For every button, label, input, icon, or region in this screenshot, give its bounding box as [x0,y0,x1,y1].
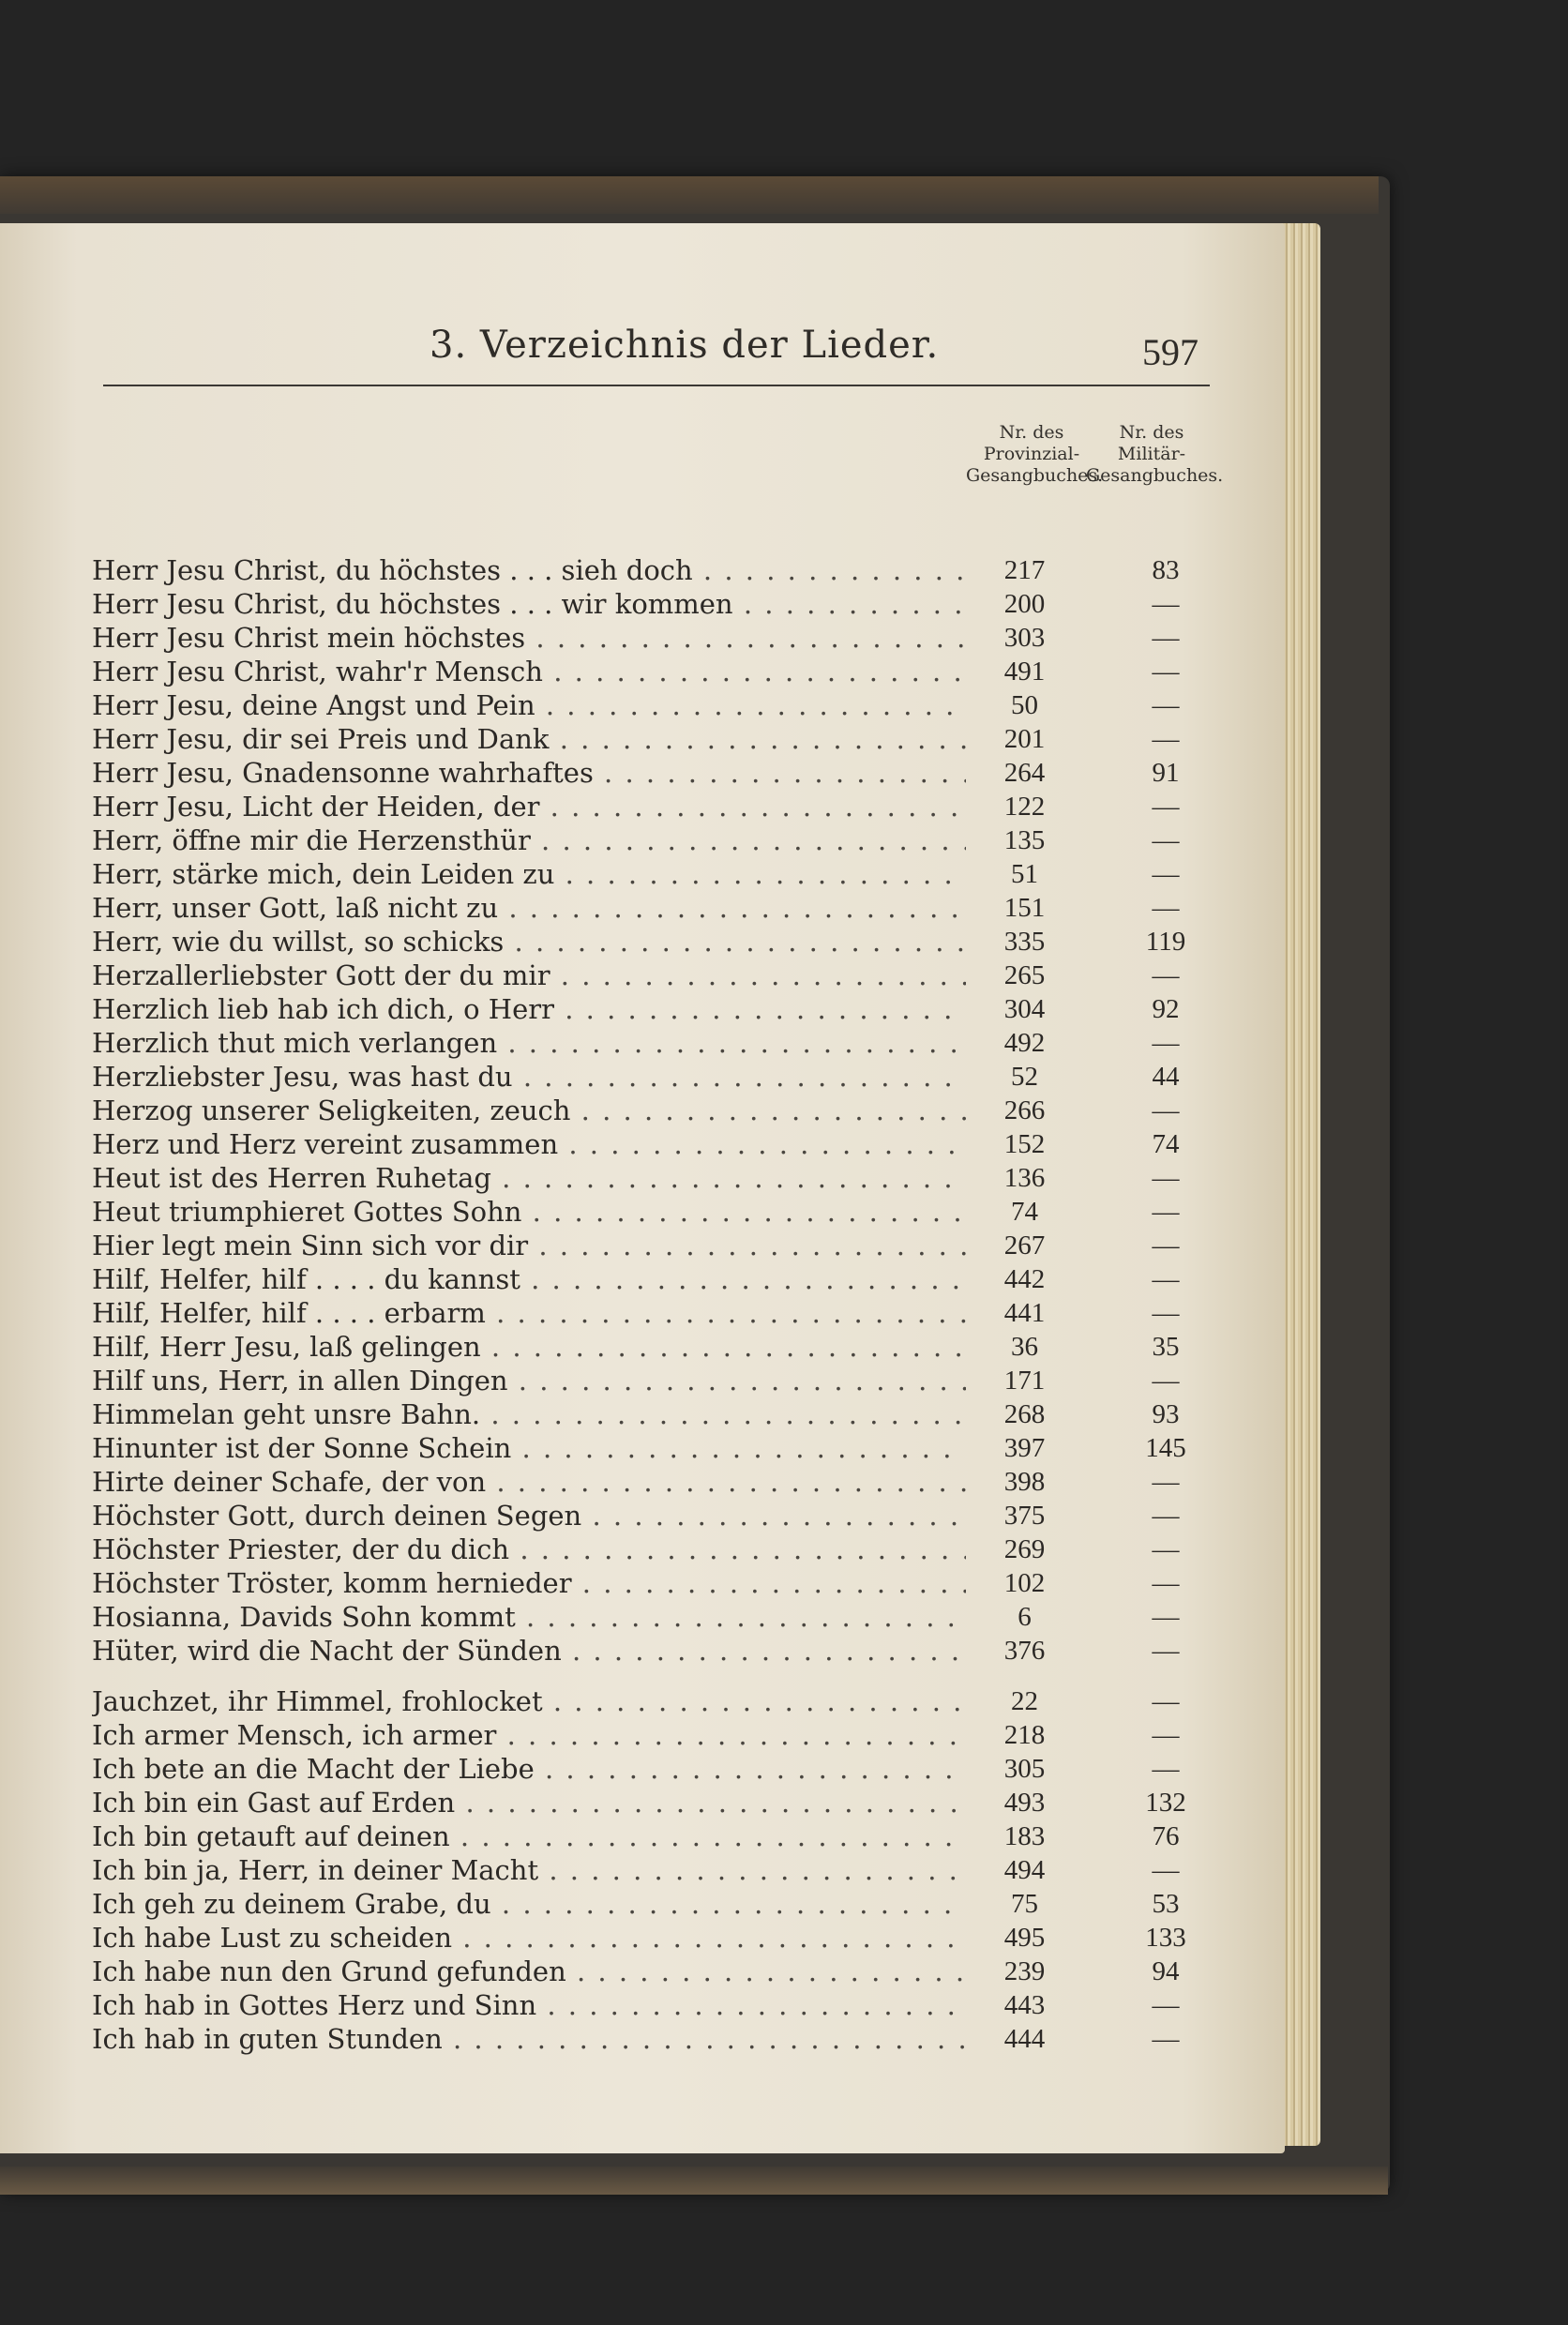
list-item [92,1634,1236,1668]
list-item [92,1955,1236,1988]
song-title: Herr Jesu Christ mein höchstes . . . [92,621,966,655]
list-item [92,1094,1236,1127]
list-item [92,992,1236,1026]
provinzial-number: 201 [1003,724,1046,754]
militaer-number: — [1152,1568,1180,1598]
song-title: Heut triumphieret Gottes Sohn . . . [92,1195,966,1229]
militaer-number: — [1152,893,1180,923]
provinzial-number: 50 [1011,690,1038,720]
song-title: Hilf, Helfer, hilf . . . . erbarm . . . [92,1296,966,1330]
list-item [92,1819,1236,1853]
provinzial-number: 183 [1003,1821,1046,1851]
song-title: Herzog unserer Seligkeiten, zeuch . . . [92,1094,966,1127]
list-item [92,2022,1236,2056]
militaer-number: 93 [1152,1399,1180,1429]
militaer-number: 35 [1152,1332,1180,1362]
provinzial-number: 442 [1003,1264,1046,1294]
militaer-number: — [1152,1720,1180,1750]
song-title: Höchster Tröster, komm hernieder . . . [92,1566,966,1600]
provinzial-number: 264 [1003,758,1046,788]
provinzial-number: 218 [1003,1720,1046,1750]
provinzial-number: 239 [1003,1956,1046,1986]
song-title: Hier legt mein Sinn sich vor dir . . . [92,1229,966,1262]
list-item [92,1566,1236,1600]
song-title: Herr Jesu, Licht der Heiden, der . . . [92,790,966,823]
militaer-number: 132 [1145,1788,1186,1818]
militaer-number: — [1152,623,1180,653]
provinzial-number: 493 [1003,1788,1046,1818]
provinzial-number: 303 [1003,623,1046,653]
militaer-number: — [1152,1230,1180,1261]
militaer-number: 92 [1152,994,1180,1024]
song-title: Herr Jesu Christ, du höchstes . . . sieh doch . . . [92,553,966,587]
provinzial-number: 495 [1003,1923,1046,1953]
list-item [92,1532,1236,1566]
page-number: 597 [1142,331,1199,373]
list-item [92,756,1236,790]
militaer-number: 74 [1152,1129,1180,1159]
column-header-militaer [1086,422,1224,487]
provinzial-number: 444 [1003,2024,1046,2054]
list-item [92,1752,1236,1786]
militaer-number: — [1152,1028,1180,1058]
song-title: Ich bin ein Gast auf Erden . . . [92,1786,966,1819]
provinzial-number: 6 [1018,1602,1032,1632]
militaer-number: 76 [1152,1821,1180,1851]
song-title: Hilf, Helfer, hilf . . . . du kannst . . . [92,1262,966,1296]
song-title: Herr Jesu Christ, wahr'r Mensch . . . [92,655,966,688]
list-item [92,1853,1236,1887]
list-item [92,1262,1236,1296]
provinzial-number: 151 [1003,893,1046,923]
header-rule [103,385,1210,386]
list-item [92,1397,1236,1431]
song-title: Höchster Gott, durch deinen Segen . . . [92,1499,966,1532]
militaer-number: 94 [1152,1956,1180,1986]
provinzial-number: 494 [1003,1855,1046,1885]
column-header-provinzial [966,422,1104,487]
list-item [92,1600,1236,1634]
provinzial-number: 269 [1003,1534,1046,1564]
provinzial-number: 441 [1003,1298,1046,1328]
provinzial-number: 304 [1003,994,1046,1024]
provinzial-number: 491 [1003,657,1046,687]
list-item [92,1431,1236,1465]
song-title: Ich bin getauft auf deinen . . . [92,1819,966,1853]
list-item [92,621,1236,655]
militaer-number: — [1152,825,1180,855]
song-title: Ich geh zu deinem Grabe, du . . . [92,1887,966,1921]
list-item [92,1887,1236,1921]
provinzial-number: 217 [1003,555,1046,585]
list-item [92,1330,1236,1364]
militaer-number: — [1152,1636,1180,1666]
provinzial-number: 36 [1011,1332,1038,1362]
militaer-number: 53 [1152,1889,1180,1919]
militaer-number: 44 [1152,1062,1180,1092]
song-title: Ich habe Lust zu scheiden . . . [92,1921,966,1955]
list-item [92,857,1236,891]
song-title: Herr Jesu, deine Angst und Pein . . . [92,688,966,722]
list-item [92,1127,1236,1161]
list-item [92,688,1236,722]
song-title: Ich bin ja, Herr, in deiner Macht . . . [92,1853,966,1887]
provinzial-number: 267 [1003,1230,1046,1261]
cover-top-edge [0,176,1379,214]
provinzial-number: 305 [1003,1754,1046,1784]
list-item [92,891,1236,925]
list-item [92,1026,1236,1060]
provinzial-number: 397 [1003,1433,1046,1463]
provinzial-number: 375 [1003,1501,1046,1531]
militaer-number: 83 [1152,555,1180,585]
list-item [92,1161,1236,1195]
list-item [92,1684,1236,1718]
provinzial-number: 122 [1003,792,1046,822]
militaer-number: — [1152,1095,1180,1125]
song-title: Heut ist des Herren Ruhetag . . . [92,1161,966,1195]
song-title: Hinunter ist der Sonne Schein . . . [92,1431,966,1465]
provinzial-number: 200 [1003,589,1046,619]
provinzial-number: 376 [1003,1636,1046,1666]
song-title: Ich habe nun den Grund gefunden . . . [92,1955,966,1988]
provinzial-number: 492 [1003,1028,1046,1058]
song-title: Himmelan geht unsre Bahn. . . . [92,1397,966,1431]
list-item [92,823,1236,857]
running-head: 3. Verzeichnis der Lieder. [430,324,940,367]
militaer-number: — [1152,859,1180,889]
provinzial-number: 51 [1011,859,1038,889]
militaer-number: — [1152,724,1180,754]
list-item [92,1060,1236,1094]
list-item [92,1296,1236,1330]
song-title: Hilf, Herr Jesu, laß gelingen . . . [92,1330,966,1364]
list-item [92,1921,1236,1955]
song-title: Hosianna, Davids Sohn kommt . . . [92,1600,966,1634]
militaer-number: — [1152,589,1180,619]
song-title: Hilf uns, Herr, in allen Dingen . . . [92,1364,966,1397]
provinzial-number: 75 [1011,1889,1038,1919]
list-item [92,1988,1236,2022]
song-title: Herr Jesu, Gnadensonne wahrhaftes . . . [92,756,966,790]
militaer-number: — [1152,1534,1180,1564]
militaer-number: — [1152,1197,1180,1227]
list-item [92,1229,1236,1262]
song-title: Hirte deiner Schafe, der von . . . [92,1465,966,1499]
song-title: Herr Jesu, dir sei Preis und Dank . . . [92,722,966,756]
song-title: Ich hab in Gottes Herz und Sinn . . . [92,1988,966,2022]
song-title: Ich armer Mensch, ich armer . . . [92,1718,966,1752]
militaer-number: — [1152,1163,1180,1193]
provinzial-number: 265 [1003,960,1046,990]
list-item [92,1465,1236,1499]
militaer-number: — [1152,960,1180,990]
list-item [92,722,1236,756]
list-item [92,1499,1236,1532]
provinzial-number: 268 [1003,1399,1046,1429]
militaer-number: 91 [1152,758,1180,788]
song-title: Herzliebster Jesu, was hast du . . . [92,1060,966,1094]
list-item [92,553,1236,587]
militaer-number: — [1152,1855,1180,1885]
list-item [92,1786,1236,1819]
song-title: Herz und Herz vereint zusammen . . . [92,1127,966,1161]
militaer-number: — [1152,1602,1180,1632]
militaer-number: — [1152,1264,1180,1294]
provinzial-number: 136 [1003,1163,1046,1193]
militaer-number: — [1152,1754,1180,1784]
song-title: Herzlich thut mich verlangen . . . [92,1026,966,1060]
provinzial-number: 152 [1003,1129,1046,1159]
militaer-number: — [1152,1501,1180,1531]
song-title: Ich bete an die Macht der Liebe . . . [92,1752,966,1786]
song-index-list [92,553,1236,2056]
provinzial-number: 266 [1003,1095,1046,1125]
column-header-militaer-text: Nr. des Militär-Gesangbuches. [1086,422,1224,486]
list-item [92,1718,1236,1752]
militaer-number: — [1152,1366,1180,1396]
provinzial-number: 74 [1011,1197,1038,1227]
militaer-number: — [1152,792,1180,822]
song-title: Jauchzet, ihr Himmel, frohlocket . . . [92,1684,966,1718]
list-item [92,655,1236,688]
militaer-number: — [1152,1467,1180,1497]
provinzial-number: 102 [1003,1568,1046,1598]
militaer-number: — [1152,1990,1180,2020]
militaer-number: — [1152,1686,1180,1716]
song-title: Herr, wie du willst, so schicks . . . [92,925,966,959]
song-title: Herr, stärke mich, dein Leiden zu . . . [92,857,966,891]
list-item [92,925,1236,959]
cover-bottom-edge [0,2166,1388,2195]
provinzial-number: 398 [1003,1467,1046,1497]
provinzial-number: 443 [1003,1990,1046,2020]
song-title: Höchster Priester, der du dich . . . [92,1532,966,1566]
list-item [92,959,1236,992]
militaer-number: — [1152,2024,1180,2054]
song-title: Herr, unser Gott, laß nicht zu . . . [92,891,966,925]
militaer-number: 145 [1145,1433,1186,1463]
list-item [92,790,1236,823]
militaer-number: — [1152,690,1180,720]
militaer-number: 119 [1145,927,1186,957]
militaer-number: — [1152,657,1180,687]
song-title: Herzallerliebster Gott der du mir . . . [92,959,966,992]
provinzial-number: 135 [1003,825,1046,855]
list-item [92,587,1236,621]
list-item [92,1364,1236,1397]
militaer-number: 133 [1145,1923,1186,1953]
song-title: Hüter, wird die Nacht der Sünden . . . [92,1634,966,1668]
provinzial-number: 335 [1003,927,1046,957]
song-title: Ich hab in guten Stunden . . . [92,2022,966,2056]
column-header-provinzial-text: Nr. des Provinzial-Gesangbuches. [966,422,1104,486]
provinzial-number: 171 [1003,1366,1046,1396]
song-title: Herzlich lieb hab ich dich, o Herr . . . [92,992,966,1026]
list-item [92,1195,1236,1229]
militaer-number: — [1152,1298,1180,1328]
song-title: Herr, öffne mir die Herzensthür . . . [92,823,966,857]
provinzial-number: 52 [1011,1062,1038,1092]
provinzial-number: 22 [1011,1686,1038,1716]
song-title: Herr Jesu Christ, du höchstes . . . wir kommen . . . [92,587,966,621]
